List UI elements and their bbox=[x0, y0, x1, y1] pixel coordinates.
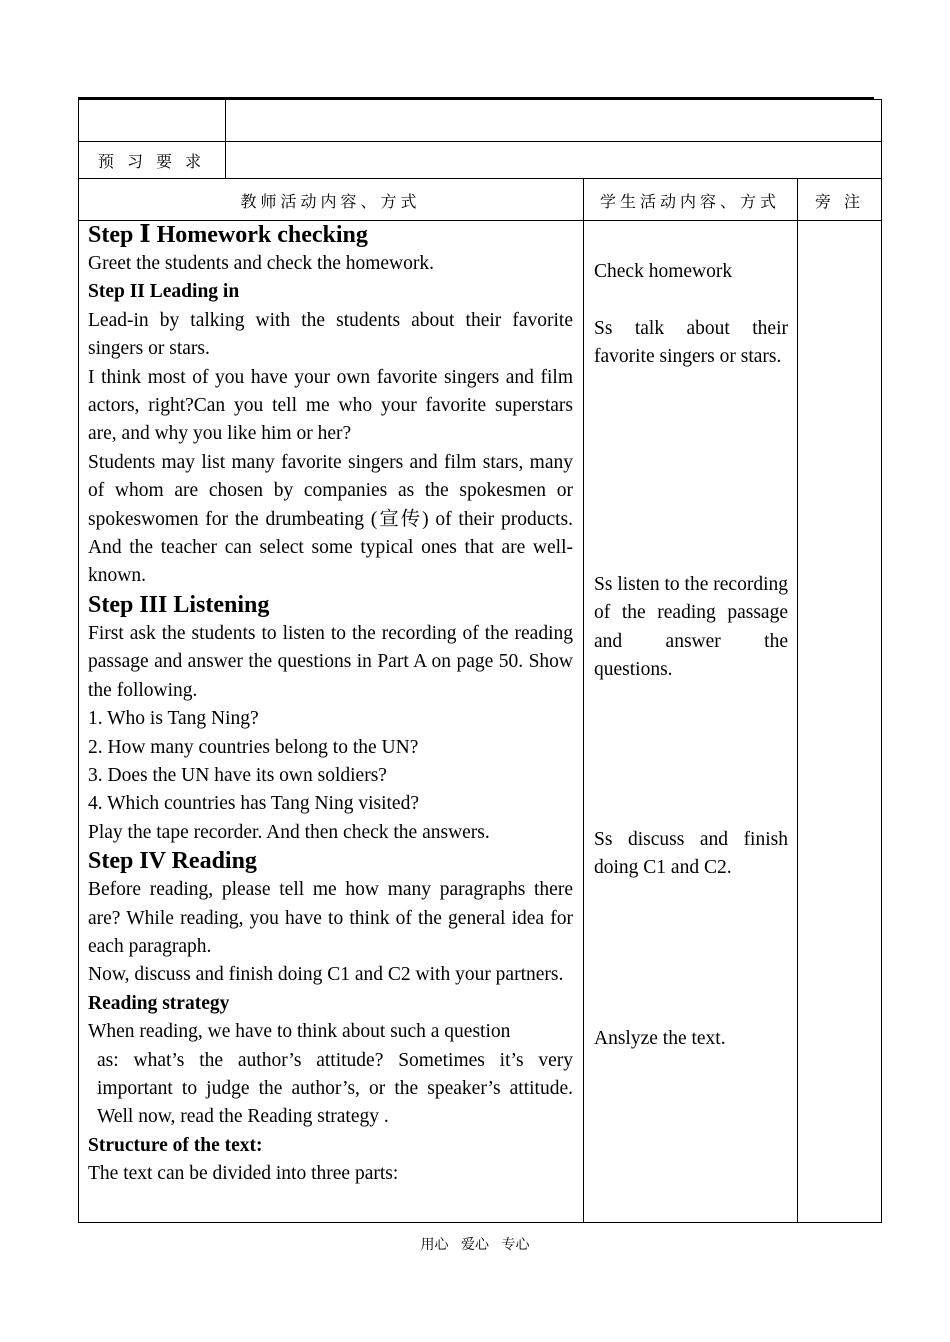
teacher-activities bbox=[88, 221, 573, 1189]
student-notes-divider bbox=[797, 178, 798, 1223]
student-activity-1: Check homework bbox=[594, 261, 733, 282]
step3-title: Step III Listening bbox=[88, 591, 270, 618]
reading-strategy-title: Reading strategy bbox=[88, 992, 230, 1014]
step3-paragraph-2: Play the tape recorder. And then check the answers. bbox=[88, 821, 490, 843]
step4-paragraph-2: Now, discuss and finish doing C1 and C2 with your partners. bbox=[88, 964, 564, 986]
notes-column-header: 旁 注 bbox=[814, 192, 865, 211]
prep-label: 预 习 要 求 bbox=[97, 152, 206, 171]
step2-paragraph-3: Students may list many favorite singers and film stars, many of whom are chosen by companies as the spokesmen or spokeswomen for the drumbeating (宣传) of their products. And the teacher can select some typical ones that are well-known. bbox=[88, 451, 573, 587]
question-2: 2. How many countries belong to the UN? bbox=[88, 736, 419, 758]
reading-strategy-text: as: what’s the author’s attitude? Sometimes it’s very important to judge the author’s, or the speaker’s attitude. Well now, read the Reading strategy . bbox=[97, 1049, 573, 1128]
step4-paragraph-1: Before reading, please tell me how many paragraphs there are? While reading, you have to think of the general idea for each paragraph. bbox=[88, 879, 573, 957]
reading-strategy-first-line: When reading, we have to think about such a question bbox=[88, 1021, 511, 1043]
step2-paragraph-1: Lead-in by talking with the students about their favorite singers or stars. bbox=[88, 309, 573, 360]
question-1: 1. Who is Tang Ning? bbox=[88, 708, 259, 730]
student-activity-4: Ss discuss and finish doing C1 and C2. bbox=[594, 829, 788, 879]
step1-text: Greet the students and check the homework. bbox=[88, 253, 435, 274]
structure-text: The text can be divided into three parts: bbox=[88, 1163, 399, 1185]
student-activity-3: Ss listen to the recording of the reading passage and answer the questions. bbox=[594, 574, 788, 681]
step2-title: Step II Leading in bbox=[88, 281, 240, 303]
student-activity-5: Anslyze the text. bbox=[594, 1028, 726, 1049]
teacher-student-divider bbox=[583, 178, 584, 1223]
question-3: 3. Does the UN have its own soldiers? bbox=[88, 764, 387, 786]
header-row-1 bbox=[78, 99, 882, 142]
page-footer: 用心 爱心 专心 bbox=[420, 1237, 530, 1253]
student-activity-2: Ss talk about their favorite singers or stars. bbox=[594, 318, 788, 368]
student-column-header: 学生活动内容、方式 bbox=[599, 192, 780, 211]
teacher-column-header: 教师活动内容、方式 bbox=[240, 192, 421, 211]
step4-title: Step IV Reading bbox=[88, 848, 257, 875]
step2-paragraph-2: I think most of you have your own favorite singers and film actors, right?Can you tell me who your favorite superstars are, and why you like him or her? bbox=[88, 366, 573, 445]
structure-title: Structure of the text: bbox=[88, 1134, 263, 1156]
step3-paragraph-1: First ask the students to listen to the recording of the reading passage and answer the questions in Part A on page 50. Show the following. bbox=[88, 622, 573, 701]
step1-title: Step Ⅰ Homework checking bbox=[88, 222, 368, 248]
question-4: 4. Which countries has Tang Ning visited? bbox=[88, 793, 419, 815]
